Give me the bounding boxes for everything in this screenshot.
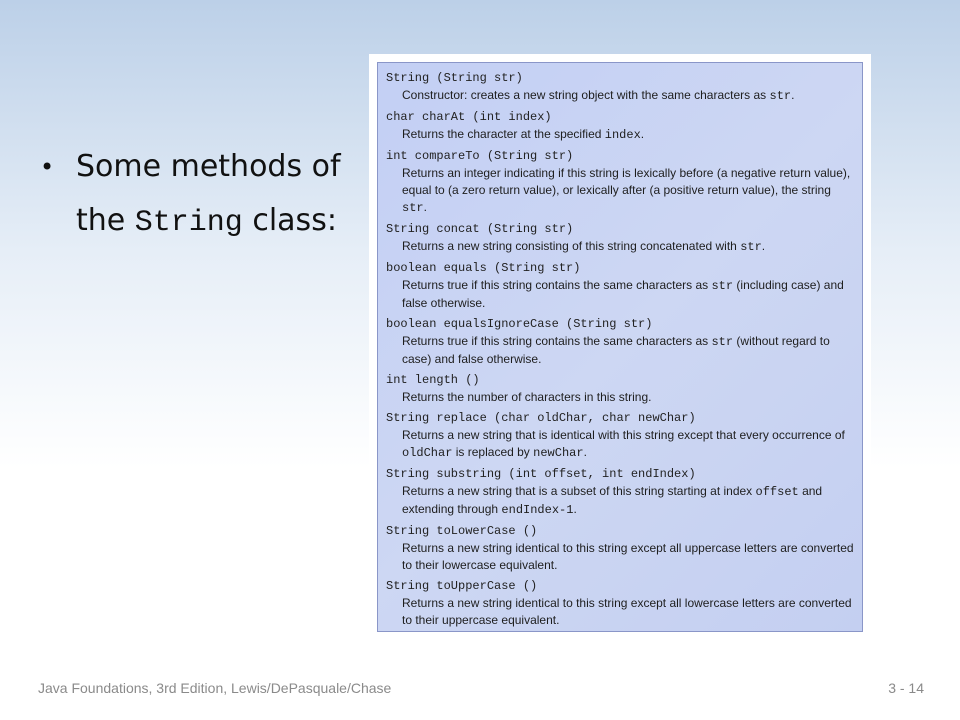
method-signature: String (String str) [386, 71, 523, 85]
method-description [386, 87, 856, 105]
method-entry [386, 466, 856, 519]
method-signature: String toUpperCase () [386, 579, 538, 593]
slide-number: 3 - 14 [888, 680, 924, 696]
method-description [386, 165, 856, 217]
description-code-fragment: str [711, 279, 734, 293]
method-signature: int compareTo (String str) [386, 149, 574, 163]
description-code-fragment: offset [755, 485, 799, 499]
method-entry [386, 260, 856, 312]
description-code-fragment: str [769, 89, 792, 103]
description-text-fragment: . [583, 445, 587, 459]
method-entry [386, 578, 856, 629]
method-entry [386, 372, 856, 406]
method-signature: int length () [386, 373, 480, 387]
description-code-fragment: str [711, 335, 734, 349]
method-entry [386, 523, 856, 574]
description-code-fragment: index [604, 128, 641, 142]
method-description [386, 238, 856, 256]
description-code-fragment: str [740, 240, 762, 254]
description-code-fragment: endIndex-1 [501, 503, 574, 517]
description-text-fragment: Returns the number of characters in this string. [402, 390, 652, 404]
description-text-fragment: . [791, 88, 795, 102]
method-entry [386, 221, 856, 256]
description-text-fragment: Returns a new string that is identical with this string except that every occurrence of [402, 428, 845, 442]
method-list [386, 70, 856, 633]
method-signature: boolean equalsIgnoreCase (String str) [386, 317, 653, 331]
description-code-fragment: oldChar [402, 446, 453, 460]
figure-panel [377, 62, 863, 632]
description-text-fragment: Constructor: creates a new string object with the same characters as [402, 88, 770, 102]
description-text-fragment: Returns a new string that is a subset of this string starting at index [402, 484, 756, 498]
description-text-fragment: . [761, 239, 766, 253]
method-signature: String toLowerCase () [386, 524, 538, 538]
method-entry [386, 316, 856, 368]
method-entry [386, 148, 856, 217]
description-text-fragment: Returns true if this string contains the same characters as [402, 278, 712, 292]
description-text-fragment: and extending through [402, 484, 823, 516]
method-description [386, 126, 856, 144]
description-text-fragment: Returns a new string identical to this string except all lowercase letters are converted to their uppercase equivalent. [402, 596, 852, 627]
description-text-fragment: Returns an integer indicating if this string is lexically before (a negative return value), equal to (a zero return value), or lexically after (a positive return value), the string [402, 166, 851, 197]
method-description [386, 333, 856, 368]
method-signature: char charAt (int index) [386, 110, 552, 124]
method-signature: String substring (int offset, int endIndex) [386, 467, 696, 481]
bullet-text-part1: Some methods of the [76, 149, 341, 238]
method-entry [386, 70, 856, 105]
description-text-fragment: Returns a new string identical to this string except all uppercase letters are converted to their lowercase equivalent. [402, 541, 854, 572]
bullet-dot: • [40, 153, 55, 181]
description-text-fragment: . [573, 502, 577, 516]
description-text-fragment: (including case) and false otherwise. [402, 278, 844, 310]
method-description [386, 483, 856, 519]
description-text-fragment: . [423, 200, 427, 214]
description-text-fragment: Returns a new string consisting of this string concatenated with [402, 239, 741, 253]
description-code-fragment: newChar [533, 446, 584, 460]
method-entry [386, 109, 856, 144]
bullet-text-part2: class: [242, 203, 337, 238]
method-signature: String concat (String str) [386, 222, 574, 236]
method-description [386, 427, 856, 462]
footer-citation: Java Foundations, 3rd Edition, Lewis/DePasquale/Chase [38, 680, 392, 696]
description-code-fragment: str [402, 201, 424, 215]
method-signature: boolean equals (String str) [386, 261, 581, 275]
method-description [386, 277, 856, 312]
description-text-fragment: Returns true if this string contains the same characters as [402, 334, 712, 348]
description-text-fragment: Returns the character at the specified [402, 127, 605, 141]
method-description [386, 540, 856, 574]
method-description [386, 389, 856, 406]
method-signature: String replace (char oldChar, char newChar) [386, 411, 696, 425]
description-text-fragment: . [640, 127, 645, 141]
bullet-code-string: String [134, 206, 243, 240]
string-methods-figure [369, 54, 871, 640]
description-text-fragment: (without regard to case) and false otherwise. [402, 334, 830, 366]
method-description [386, 595, 856, 629]
bullet-text [76, 140, 360, 250]
description-text-fragment: is replaced by [452, 445, 534, 459]
bullet-point [40, 140, 360, 250]
method-entry [386, 410, 856, 462]
